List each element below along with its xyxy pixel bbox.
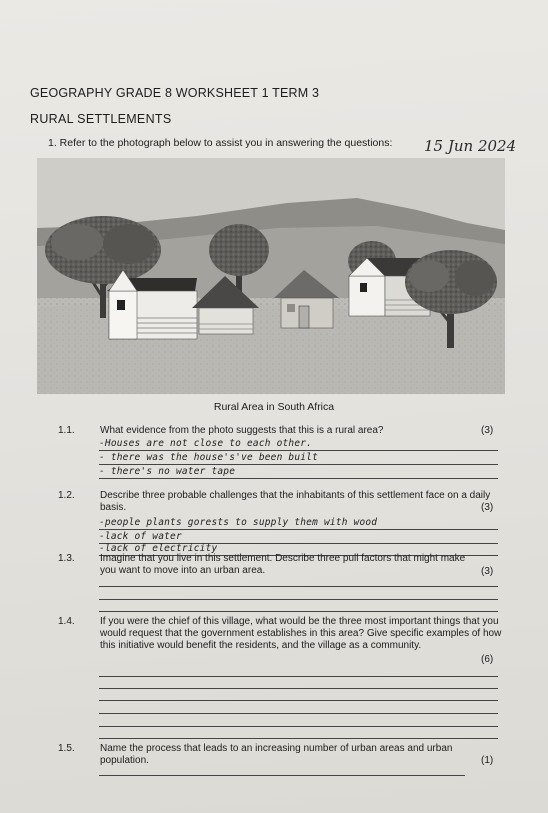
question-marks: (3) — [481, 425, 494, 436]
answer-line — [99, 478, 498, 479]
answer-line — [99, 775, 465, 776]
question-text: Imagine that you live in this settlement. Describe three pull factors that might make you want to move into an urban area. — [100, 553, 466, 576]
handwritten-answer: -Houses are not close to each other. — [99, 438, 313, 449]
answer-line — [99, 726, 498, 727]
question-marks: (1) — [481, 755, 494, 766]
question-text: Name the process that leads to an increasing number of urban areas and urban population. — [100, 743, 453, 766]
question-number: 1.2. — [58, 490, 75, 501]
photo-caption: Rural Area in South Africa — [213, 401, 335, 413]
answer-line — [99, 676, 498, 677]
answer-line — [99, 688, 498, 689]
answer-line — [99, 738, 498, 739]
question-marks: (3) — [481, 566, 494, 577]
handwritten-answer: -people plants gorests to supply them with wood — [99, 517, 378, 528]
question-number: 1.4. — [58, 616, 75, 627]
answer-line — [99, 529, 498, 530]
rural-area-photo — [37, 158, 505, 394]
answer-line — [99, 599, 498, 600]
handwritten-answer: - there's no water tape — [99, 466, 236, 477]
answer-line — [99, 586, 498, 587]
rural-area-illustration — [37, 158, 505, 394]
question-1-intro: 1. Refer to the photograph below to assist you in answering the questions: — [48, 137, 393, 149]
answer-line — [99, 450, 498, 451]
answer-line — [99, 700, 498, 701]
question-marks: (3) — [481, 502, 494, 513]
question-text: Describe three probable challenges that the inhabitants of this settlement face on a daily basis. — [100, 490, 491, 513]
answer-line — [99, 713, 498, 714]
answer-line — [99, 611, 498, 612]
handwritten-answer: -lack of water — [99, 531, 182, 542]
question-number: 1.1. — [58, 425, 75, 436]
question-number: 1.3. — [58, 553, 75, 564]
handwritten-date: 15 Jun 2024 — [424, 137, 517, 155]
worksheet-title: GEOGRAPHY GRADE 8 WORKSHEET 1 TERM 3 — [30, 86, 320, 100]
answer-line — [99, 464, 498, 465]
handwritten-answer: - there was the house's've been built — [99, 452, 319, 463]
question-text: What evidence from the photo suggests that this is a rural area? — [100, 425, 384, 436]
question-text: If you were the chief of this village, what would be the three most important things that you would request that the government establishes in this area? Give specific examples of how this initiative would benefit the residents, and the village as a community. — [100, 616, 502, 651]
question-marks: (6) — [481, 654, 494, 665]
question-number: 1.5. — [58, 743, 75, 754]
handwritten-answer: -lack of electricity — [99, 543, 218, 554]
worksheet-subtitle: RURAL SETTLEMENTS — [30, 112, 172, 126]
